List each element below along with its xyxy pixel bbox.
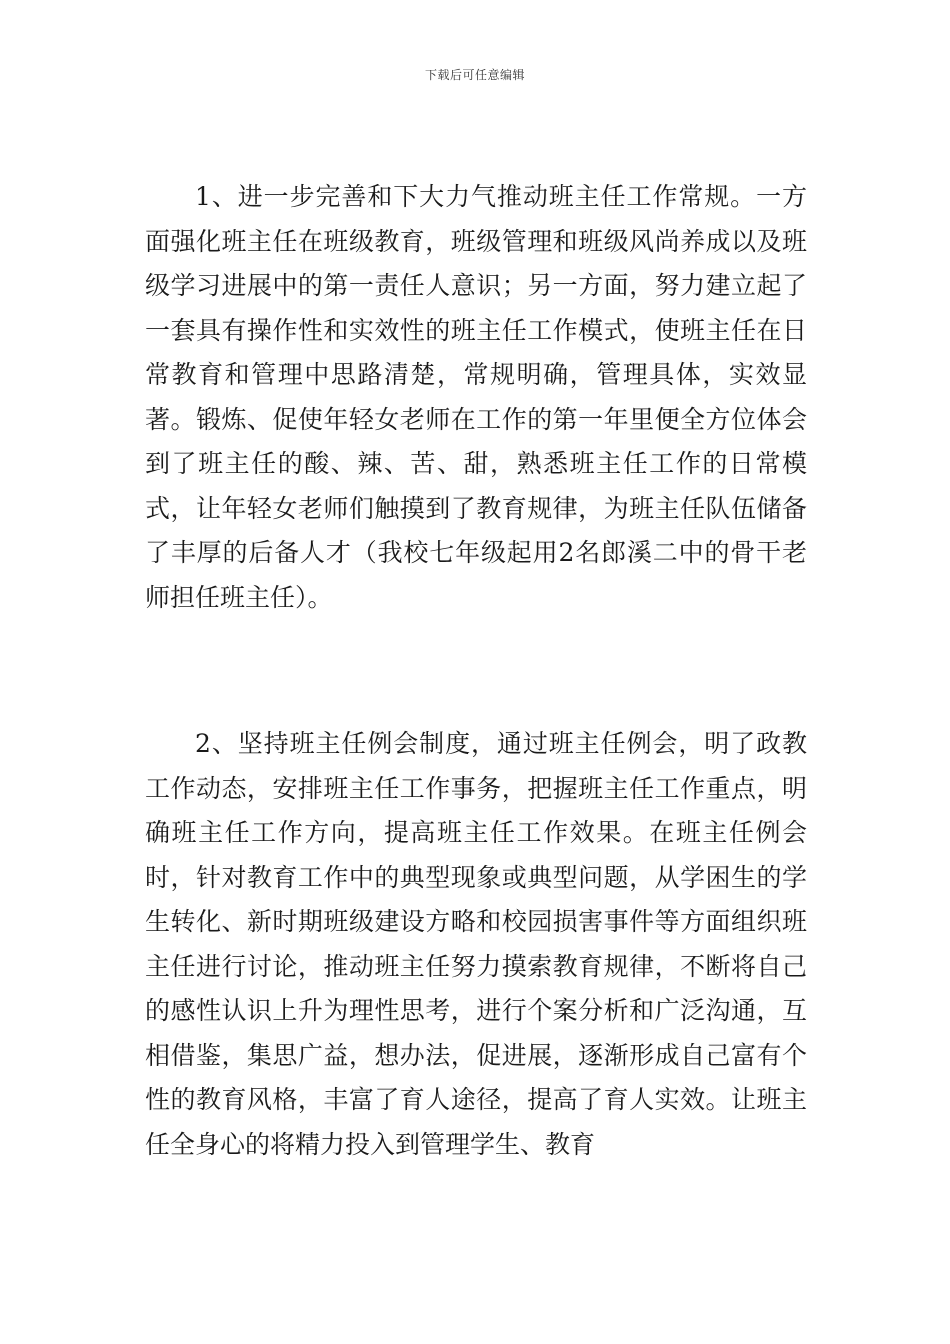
paragraph-2: 2、坚持班主任例会制度，通过班主任例会，明了政教工作动态，安排班主任工作事务，把握班主任工作重点，明确班主任工作方向，提高班主任工作效果。在班主任例会时，针对教育工作中的典型现象或典型问题，从学困生的学生转化、新时期班级建设方略和校园损害事件等方面组织班主任进行讨论，推动班主任努力摸索教育规律，不断将自己的感性认识上升为理性思考，进行个案分析和广泛沟通，互相借鉴，集思广益，想办法，促进展，逐渐形成自己富有个性的教育风格，丰富了育人途径，提高了育人实效。让班主任全身心的将精力投入到管理学生、教育 — [145, 729, 807, 1159]
paragraph-1: 1、进一步完善和下大力气推动班主任工作常规。一方面强化班主任在班级教育，班级管理和班级风尚养成以及班级学习进展中的第一责任人意识；另一方面，努力建立起了一套具有操作性和实效性的班主任工作模式，使班主任在日常教育和管理中思路清楚，常规明确，管理具体，实效显著。锻炼、促使年轻女老师在工作的第一年里便全方位体会到了班主任的酸、辣、苦、甜，熟悉班主任工作的日常模式，让年轻女老师们触摸到了教育规律，为班主任队伍储备了丰厚的后备人才（我校七年级起用2名郎溪二中的骨干老师担任班主任）。 — [145, 182, 807, 612]
header-note: 下载后可任意编辑 — [424, 68, 525, 82]
